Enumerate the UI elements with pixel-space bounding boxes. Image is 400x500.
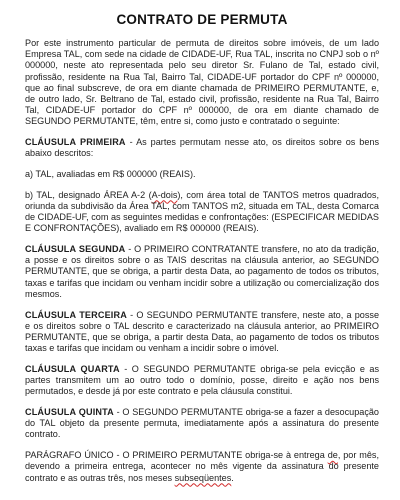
clause-first [25,137,379,159]
clause-second [25,244,379,300]
clause-fifth [25,407,379,441]
clause-fifth-text: - O SEGUNDO PERMUTANTE obriga-se a fazer a desocupação do TAL objeto da presente permuta, imediatamente após a assinatura do presente contrato. [25,406,379,440]
paragraph-unique-text-3: . [231,472,234,483]
paragraph-unique-text-1: PARÁGRAFO ÚNICO - O PRIMEIRO PERMUTANTE obriga-se à entrega [25,450,328,461]
clause-fifth-label: CLÁUSULA QUINTA [25,406,114,417]
item-b-text-start: b) TAL, designado ÁREA A-2 ( [25,189,152,200]
document-title: CONTRATO DE PERMUTA [116,12,288,27]
paragraph-unique-text-2: , por mês, devendo a primeira entrega, acontecer no mês vigente da assinatura do presente contrato e as outras três, nos meses [25,450,379,483]
clause-third [25,310,379,355]
clause-first-text: - As partes permutam nesse ato, os direitos sobre os bens abaixo descritos: [25,137,379,159]
clause-fourth-label: CLÁUSULA QUARTA [25,363,120,374]
clause-fourth-text: - O SEGUNDO PERMUTANTE obriga-se pela evicção e as partes transmitem um ao outro todo o domínio, posse, direito e ação nos bens permutados, e desde já por este contrato e pela cláusula constitui. [25,363,379,397]
clause-third-label: CLÁUSULA TERCEIRA [25,309,127,320]
clause-third-text: - O SEGUNDO PERMUTANTE transfere, neste ato, a posse e os direitos sobre o TAL descrito e caracterizado na cláusula anterior, ao PRIMEIRO PERMUTANTE, que se obriga, a partir desta Data, ao pagamento de todos os tributos taxas e tarifas que incidam ou venham a incidir sobre o imóvel. [25,309,379,354]
item-a: a) TAL, avaliadas em R$ 000000 (REAIS). [25,169,196,180]
clause-second-label: CLÁUSULA SEGUNDA [25,244,126,255]
item-b-text-end: ), com área total de TANTOS metros quadrados, oriunda da subdivisão da Área TAL, com TANTOS m2, situada em TAL, desta Comarca de CIDADE-UF, com as seguintes medidas e confrontações: (ESPECIFICAR MEDIDAS E CONFRONTAÇÕES), avaliado em R$ 000000 (REAIS). [25,189,379,234]
spellcheck-flagged-word: de [327,450,338,461]
clause-first-label: CLÁUSULA PRIMEIRA [25,137,126,148]
clause-second-text: - O PRIMEIRO CONTRATANTE transfere, no ato da tradição, a posse e os direitos sobre o as TAIS descritas na cláusula anterior, ao SEGUNDO PERMUTANTE, que se obriga, a partir desta Data, ao pagamento de todos os tributos, taxas e tarifas que incidam ou venham incidir sobre a utilização ou comercialização dos mesmos. [25,244,379,299]
paragraph-unique [25,450,379,484]
spellcheck-flagged-word: A-dois [151,189,178,200]
intro-paragraph: Por este instrumento particular de permuta de direitos sobre imóveis, de um lado Empresa TAL, com sede na cidade de CIDADE-UF, Rua TAL, inscrita no CNPJ sob o nº 000000, neste ato representada pelo seu diretor Sr. Fulano de Tal, estado civil, profissão, residente na Rua Tal, Bairro Tal, CIDADE-UF portador do CPF nº 000000, que ao final subscreve, de ora em diante chamada de PRIMEIRO PERMUTANTE, e, de outro lado, Sr. Beltrano de Tal, estado civil, profissão, residente na Rua Tal, Bairro Tal, CIDADE-UF portador do CPF nº 000000, de ora em diante chamado de SEGUNDO PERMUTANTE, têm, entre si, como justo e contratado o seguinte: [25,38,379,127]
spellcheck-flagged-word: subseqüentes [174,472,232,483]
item-b [25,190,379,235]
clause-fourth [25,364,379,398]
